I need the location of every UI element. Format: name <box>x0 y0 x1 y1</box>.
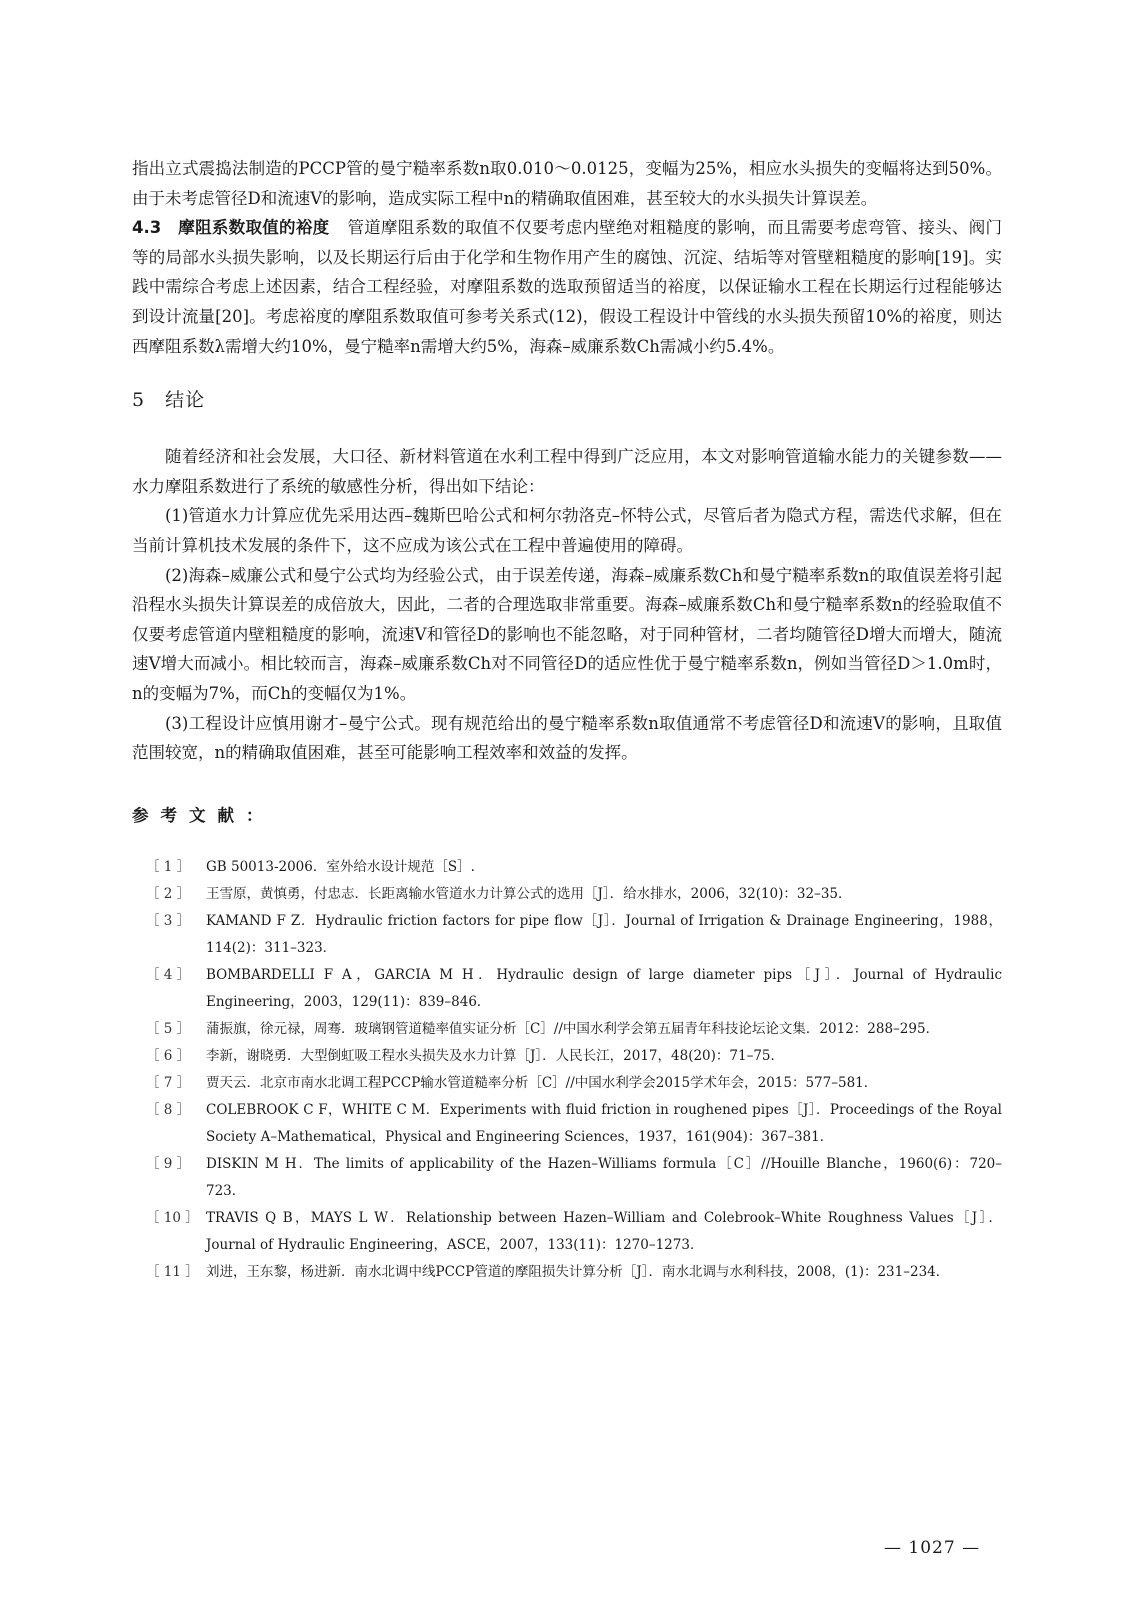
reference-text: TRAVIS Q B，MAYS L W．Relationship between Hazen–William and Colebrook–White Roughness Values［J］．Journal of Hydraulic Engineering，ASCE，2007，133(11)：1270–1273． <box>206 1209 1002 1253</box>
reference-item <box>146 1070 1002 1097</box>
reference-text: 王雪原，黄慎勇，付忠志．长距离输水管道水力计算公式的选用［J］．给水排水，2006，32(10)：32–35． <box>206 885 852 902</box>
reference-item <box>146 908 1002 962</box>
reference-text: COLEBROOK C F，WHITE C M．Experiments with fluid friction in roughened pipes［J］．Proceedings of the Royal Society A–Mathematical，Physical and Engineering Sciences，1937，161(904)：367–381． <box>206 1101 1002 1145</box>
reference-item <box>146 854 1002 881</box>
reference-item <box>146 1043 1002 1070</box>
reference-number: ［ 11 ］ <box>146 1263 199 1280</box>
conclusion-paragraph: (3)工程设计应慎用谢才–曼宁公式。现有规范给出的曼宁糙率系数n取值通常不考虑管径D和流速V的影响，且取值范围较宽，n的精确取值困难，甚至可能影响工程效率和效益的发挥。 <box>132 713 1002 763</box>
reference-item <box>146 881 1002 908</box>
reference-number: ［ 6 ］ <box>146 1047 191 1064</box>
section-title-text: 结论 <box>165 389 206 412</box>
reference-number: ［ 1 ］ <box>146 858 191 875</box>
section-number: 5 <box>132 389 146 412</box>
conclusion-paragraph: (1)管道水力计算应优先采用达西–魏斯巴哈公式和柯尔勃洛克–怀特公式，尽管后者为隐式方程，需迭代求解，但在当前计算机技术发展的条件下，这不应成为该公式在工程中普遍使用的障碍。 <box>132 506 1002 555</box>
page-body <box>132 154 1002 1286</box>
reference-number: ［ 2 ］ <box>146 885 191 902</box>
intro-paragraph: 指出立式震捣法制造的PCCP管的曼宁糙率系数n取0.010～0.0125，变幅为25%，相应水头损失的变幅将达到50%。由于未考虑管径D和流速V的影响，造成实际工程中n的精确取值困难，甚至较大的水头损失计算误差。 <box>132 159 1002 208</box>
reference-text: DISKIN M H．The limits of applicability of the Hazen–Williams formula［C］//Houille Blanche，1960(6)：720–723． <box>206 1155 1002 1199</box>
reference-number: ［ 9 ］ <box>146 1155 191 1172</box>
reference-number: ［ 4 ］ <box>146 966 191 983</box>
references-list <box>132 854 1002 1286</box>
conclusion-paragraph: (2)海森–威廉公式和曼宁公式均为经验公式，由于误差传递，海森–威廉系数Ch和曼宁糙率系数n的取值误差将引起沿程水头损失计算误差的成倍放大，因此，二者的合理选取非常重要。海森–威廉系数Ch和曼宁糙率系数n的经验取值不仅要考虑管道内壁粗糙度的影响，流速V和管径D的影响也不能忽略，对于同种管材，二者均随管径D增大而增大，随流速V增大而减小。相比较而言，海森–威廉系数Ch对不同管径D的适应性优于曼宁糙率系数n，例如当管径D＞1.0m时，n的变幅为7%，而Ch的变幅仅为1%。 <box>132 565 1002 703</box>
reference-item <box>146 962 1002 1016</box>
reference-text: KAMAND F Z．Hydraulic friction factors for pipe flow［J］．Journal of Irrigation & Drainage Engineering，1988，114(2)：311–323． <box>206 912 1002 956</box>
subsection-heading: 4.3 摩阻系数取值的裕度 <box>132 218 330 238</box>
reference-number: ［ 3 ］ <box>146 912 191 929</box>
references-title: 参考文献： <box>132 805 275 825</box>
reference-text: 李新，谢晓勇．大型倒虹吸工程水头损失及水力计算［J］．人民长江，2017，48(20)：71–75． <box>206 1047 785 1064</box>
reference-text: GB 50013-2006．室外给水设计规范［S］. <box>206 858 475 875</box>
conclusion-paragraph: 随着经济和社会发展，大口径、新材料管道在水利工程中得到广泛应用，本文对影响管道输水能力的关键参数——水力摩阻系数进行了系统的敏感性分析，得出如下结论： <box>132 447 1002 496</box>
reference-item <box>146 1151 1002 1205</box>
page-number: — 1027 — <box>884 1538 981 1558</box>
reference-number: ［ 5 ］ <box>146 1020 191 1037</box>
reference-item <box>146 1259 1002 1286</box>
reference-text: 贾天云．北京市南水北调工程PCCP输水管道糙率分析［C］//中国水利学会2015学术年会，2015：577–581． <box>206 1074 878 1091</box>
reference-text: 蒲振旗，徐元禄，周骞．玻璃钢管道糙率值实证分析［C］//中国水利学会第五届青年科技论坛论文集．2012：288–295． <box>206 1020 940 1037</box>
reference-number: ［ 7 ］ <box>146 1074 191 1091</box>
section-title <box>132 385 1002 412</box>
reference-text: BOMBARDELLI F A，GARCIA M H．Hydraulic design of large diameter pips［J］．Journal of Hydraulic Engineering，2003，129(11)：839–846． <box>206 966 1002 1010</box>
reference-number: ［ 8 ］ <box>146 1101 191 1118</box>
reference-item <box>146 1016 1002 1043</box>
reference-item <box>146 1205 1002 1259</box>
reference-item <box>146 1097 1002 1151</box>
subsection-body: 管道摩阻系数的取值不仅要考虑内壁绝对粗糙度的影响，而且需要考虑弯管、接头、阀门等的局部水头损失影响，以及长期运行后由于化学和生物作用产生的腐蚀、沉淀、结垢等对管壁粗糙度的影响[19]。实践中需综合考虑上述因素，结合工程经验，对摩阻系数的选取预留适当的裕度，以保证输水工程在长期运行过程能够达到设计流量[20]。考虑裕度的摩阻系数取值可参考关系式(12)，假设工程设计中管线的水头损失预留10%的裕度，则达西摩阻系数λ需增大约10%，曼宁糙率n需增大约5%，海森–威廉系数Ch需减小约5.4%。 <box>132 218 1003 356</box>
reference-number: ［ 10 ］ <box>146 1209 199 1226</box>
subsection-4-3 <box>132 213 1002 361</box>
reference-text: 刘进，王东黎，杨进新．南水北调中线PCCP管道的摩阻损失计算分析［J］．南水北调与水利科技，2008，(1)：231–234． <box>206 1263 950 1280</box>
